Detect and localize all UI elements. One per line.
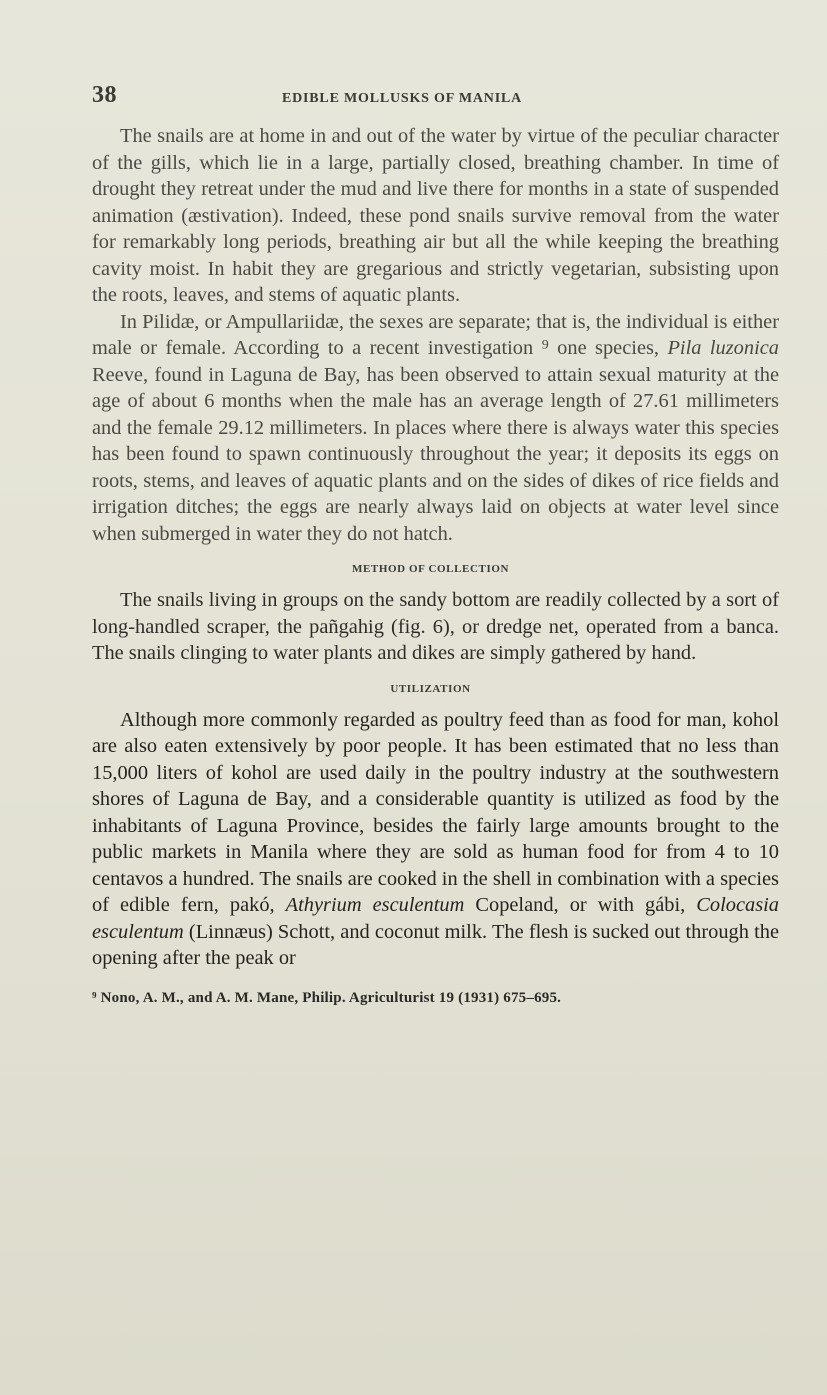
utilization-text-3: (Linnæus) Schott, and coconut milk. The flesh is sucked out through the opening after the peak or: [92, 920, 779, 969]
page-number: 38: [92, 82, 117, 108]
utilization-text-1: Although more commonly regarded as poultry feed than as food for man, kohol are also eaten extensively by poor people. It has been estimated that no less than 15,000 liters of kohol are used daily in the poultry industry at the southwestern shores of Laguna de Bay, and a considerable quantity is utilized as food by the inhabitants of Laguna Province, besides the fairly large amounts brought to the public markets in Manila where they are sold as human food for from 4 to 10 centavos a hundred. The snails are cooked in the shell in combination with a species of edible fern, pakó,: [92, 708, 779, 916]
paragraph-utilization: [92, 707, 779, 972]
paragraph-sexes: [92, 309, 779, 548]
section-heading-utilization: UTILIZATION: [390, 682, 471, 695]
species-athyrium: Athyrium esculentum: [285, 894, 465, 916]
paragraph-sexes-rest: Reeve, found in Laguna de Bay, has been observed to attain sexual maturity at the age of about 6 months when the male has an average length of 27.61 millimeters and the female 29.12 millimeters. In places where there is always water this species has been found to spawn continuously throughout the year; it deposits its eggs on roots, stems, and leaves of aquatic plants and on the sides of dikes of rice fields and irrigation ditches; the eggs are nearly always laid on objects at water level since when submerged in water they do not hatch.: [92, 363, 779, 545]
section-heading-collection: METHOD OF COLLECTION: [351, 563, 510, 575]
paragraph-collection: The snails living in groups on the sandy bottom are readily collected by a sort of long-handled scraper, the pañgahig (fig. 6), or dredge net, operated from a banca. The snails clinging to water plants and dikes are simply gathered by hand.: [92, 589, 779, 664]
paragraph-gills: The snails are at home in and out of the water by virtue of the peculiar character of the gills, which lie in a large, partially closed, breathing chamber. In time of drought they retreat under the mud and live there for months in a state of suspended animation (æstivation). Indeed, these pond snails survive removal from the water for remarkably long periods, breathing air but all the while keeping the breathing cavity moist. In habit they are gregarious and strictly vegetarian, subsisting upon the roots, leaves, and stems of aquatic plants.: [92, 125, 779, 306]
species-pila-luzonica: Pila luzonica: [667, 337, 779, 359]
page-header: [92, 82, 779, 109]
running-head: EDIBLE MOLLUSKS OF MANILA: [282, 91, 523, 106]
paragraph-sexes-text: In Pilidæ, or Ampullariidæ, the sexes are separate; that is, the individual is either male or female. According to a recent investigation ⁹ one species,: [92, 310, 779, 359]
utilization-text-2: Copeland, or with gábi,: [464, 894, 697, 916]
species-colocasia: Colocasia esculentum: [92, 894, 779, 943]
footnote: ⁹ Nono, A. M., and A. M. Mane, Philip. Agriculturist 19 (1931) 675–695.: [92, 989, 562, 1006]
